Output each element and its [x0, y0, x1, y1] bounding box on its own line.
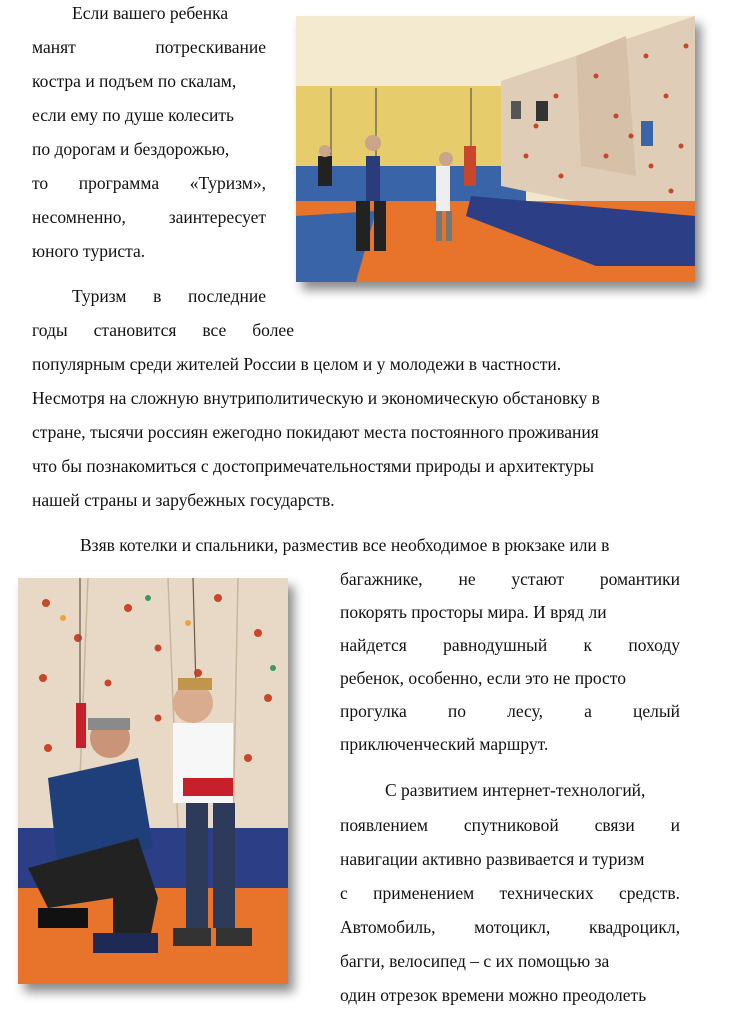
p4-line-5-w3: квадроцикл,: [588, 917, 680, 937]
p2-line-1-w2: в: [153, 286, 162, 306]
p4-line-7: один отрезок времени можно преодолеть: [340, 985, 647, 1005]
p4-line-5: [340, 916, 680, 938]
p4-line-4-w3: технических: [499, 883, 594, 903]
p3-line-6-w5: целый: [632, 701, 680, 721]
p2-line-7: нашей страны и зарубежных государств.: [32, 490, 335, 510]
p2-line-2-w2: становится: [93, 320, 177, 340]
p3-line-6-w3: лесу,: [507, 701, 543, 721]
p3-line-4-w1: найдется: [340, 635, 407, 655]
p3-line-3: покорять просторы мира. И вряд ли: [340, 602, 607, 622]
p1-line-8: юного туриста.: [32, 241, 146, 261]
p1-line-6-w3: «Туризм»,: [189, 173, 266, 193]
p3-line-2: [340, 568, 680, 590]
p3-line-6-w2: по: [447, 701, 466, 721]
p3-line-7: приключенческий маршрут.: [340, 734, 549, 754]
p2-line-3: популярным среди жителей России в целом и у молодежи в частности.: [32, 354, 562, 374]
p4-line-5-w2: мотоцикл,: [474, 917, 551, 937]
p1-line-6-w2: программа: [78, 173, 160, 193]
p1-line-6: [32, 172, 266, 194]
p1-line-2-w1: манят: [32, 37, 76, 57]
p3-line-4-w4: походу: [628, 635, 680, 655]
p4-line-2-w2: спутниковой: [463, 815, 559, 835]
p1-line-1: Если вашего ребенка: [72, 3, 229, 23]
photo-climbing-gym: [296, 16, 695, 282]
p4-line-5-w1: Автомобиль,: [340, 917, 436, 937]
p4-line-2: [340, 814, 680, 836]
p2-line-1: [72, 285, 266, 307]
p3-line-4-w2: равнодушный: [443, 635, 548, 655]
p3-line-2-w1: багажнике,: [340, 569, 423, 589]
p2-line-6: что бы познакомиться с достопримечательностями природы и архитектуры: [32, 456, 594, 476]
photo-coach-harness: [18, 578, 288, 984]
p3-line-1: Взяв котелки и спальники, разместив все необходимое в рюкзаке или в: [80, 535, 610, 555]
p1-line-6-w1: то: [32, 173, 49, 193]
p4-line-1: С развитием интернет-технологий,: [385, 780, 646, 800]
p1-line-4: если ему по душе колесить: [32, 105, 235, 125]
p4-line-6: багги, велосипед – с их помощью за: [340, 951, 610, 971]
p2-line-1-w3: последние: [187, 286, 266, 306]
p2-line-1-w1: Туризм: [72, 286, 127, 306]
p1-line-7-w1: несомненно,: [32, 207, 126, 227]
p4-line-4-w1: с: [340, 883, 348, 903]
p3-line-2-w3: устают: [511, 569, 565, 589]
p3-line-6: [340, 700, 680, 722]
p3-line-5: ребенок, особенно, если это не просто: [340, 668, 626, 688]
p2-line-2-w4: более: [252, 320, 294, 340]
p4-line-4-w2: применением: [373, 883, 475, 903]
p1-line-3: костра и подъем по скалам,: [32, 71, 237, 91]
p1-line-2: [32, 36, 266, 58]
p4-line-4-w4: средств.: [618, 883, 680, 903]
p1-line-7: [32, 206, 266, 228]
p4-line-2-w1: появлением: [340, 815, 428, 835]
p3-line-2-w2: не: [458, 569, 476, 589]
p1-line-7-w2: заинтересует: [168, 207, 266, 227]
p3-line-6-w4: а: [584, 701, 592, 721]
p3-line-4: [340, 634, 680, 656]
p2-line-2-w3: все: [202, 320, 227, 340]
p4-line-4: [340, 882, 680, 904]
p2-line-2: [32, 319, 294, 341]
p1-line-2-w2: потрескивание: [155, 37, 266, 57]
p2-line-2-w1: годы: [32, 320, 68, 340]
p4-line-2-w4: и: [670, 815, 680, 835]
p4-line-3: навигации активно развивается и туризм: [340, 849, 645, 869]
p3-line-4-w3: к: [583, 635, 593, 655]
p3-line-2-w4: романтики: [599, 569, 680, 589]
p2-line-5: стране, тысячи россиян ежегодно покидают места постоянного проживания: [32, 422, 599, 442]
p3-line-6-w1: прогулка: [340, 701, 407, 721]
p1-line-5: по дорогам и бездорожью,: [32, 139, 230, 159]
p4-line-2-w3: связи: [594, 815, 635, 835]
p2-line-4: Несмотря на сложную внутриполитическую и экономическую обстановку в: [32, 388, 600, 408]
